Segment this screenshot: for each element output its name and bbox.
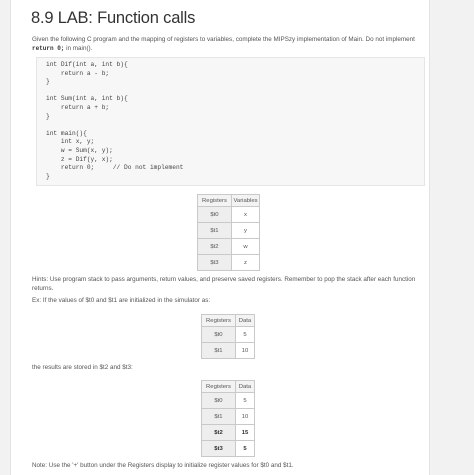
mapping-register: $t2: [198, 239, 232, 255]
init-header-data: Data: [236, 315, 255, 327]
page-title: 8.9 LAB: Function calls: [31, 9, 196, 27]
mapping-header-variables: Variables: [232, 195, 260, 207]
mapping-variable: w: [232, 239, 260, 255]
result-header-data: Data: [236, 381, 255, 393]
init-data: 5: [236, 327, 255, 343]
mapping-variable: x: [232, 207, 260, 223]
init-data: 10: [236, 343, 255, 359]
result-data: 5: [236, 441, 255, 457]
code-line: return 0; // Do not implement: [46, 164, 184, 172]
mapping-table: [197, 194, 260, 271]
note-text: Note: Use the '+' button under the Registers display to initialize register values for $t0 and $t1.: [32, 462, 294, 469]
mapping-register: $t3: [198, 255, 232, 271]
code-line: int main(){: [46, 129, 87, 137]
hints-text: Hints: Use program stack to pass arguments, return values, and preserve saved registers. Remember to pop the stack after each function returns.: [32, 276, 416, 292]
code-line: return a + b;: [46, 103, 110, 111]
result-table: [201, 380, 255, 457]
mapping-variable: y: [232, 223, 260, 239]
code-block: [36, 57, 425, 186]
code-line: return a - b;: [46, 69, 110, 77]
mapping-variable: z: [232, 255, 260, 271]
result-data: 15: [236, 425, 255, 441]
code-line: w = Sum(x, y);: [46, 146, 113, 154]
result-register: $t0: [202, 393, 236, 409]
mapping-header-registers: Registers: [198, 195, 232, 207]
example-intro: Ex: If the values of $t0 and $t1 are initialized in the simulator as:: [32, 297, 211, 304]
mapping-register: $t1: [198, 223, 232, 239]
result-register: $t2: [202, 425, 236, 441]
code-line: }: [46, 78, 50, 86]
init-register: $t0: [202, 327, 236, 343]
code-line: }: [46, 172, 50, 180]
mapping-register: $t0: [198, 207, 232, 223]
result-header-registers: Registers: [202, 381, 236, 393]
intro-paragraph: [32, 35, 422, 53]
lab-card: [10, 0, 430, 475]
init-register: $t1: [202, 343, 236, 359]
result-data: 5: [236, 393, 255, 409]
init-header-registers: Registers: [202, 315, 236, 327]
intro-text: Given the following C program and the mapping of registers to variables, complete the MIPSzy implementation of Main. Do not implement: [32, 36, 415, 43]
code-line: int x, y;: [46, 138, 95, 146]
results-text: the results are stored in $t2 and $t3:: [32, 364, 133, 371]
code-line: int Dif(int a, int b){: [46, 61, 128, 68]
result-register: $t1: [202, 409, 236, 425]
code-line: }: [46, 112, 50, 120]
code-text: [37, 58, 424, 181]
result-register: $t3: [202, 441, 236, 457]
intro-code: return 0;: [32, 45, 65, 52]
code-line: int Sum(int a, int b){: [46, 95, 128, 103]
code-line: z = Dif(y, x);: [46, 155, 113, 163]
page-margin: [440, 0, 474, 475]
result-data: 10: [236, 409, 255, 425]
intro-suffix: in main().: [64, 45, 93, 52]
init-table: [201, 314, 255, 359]
